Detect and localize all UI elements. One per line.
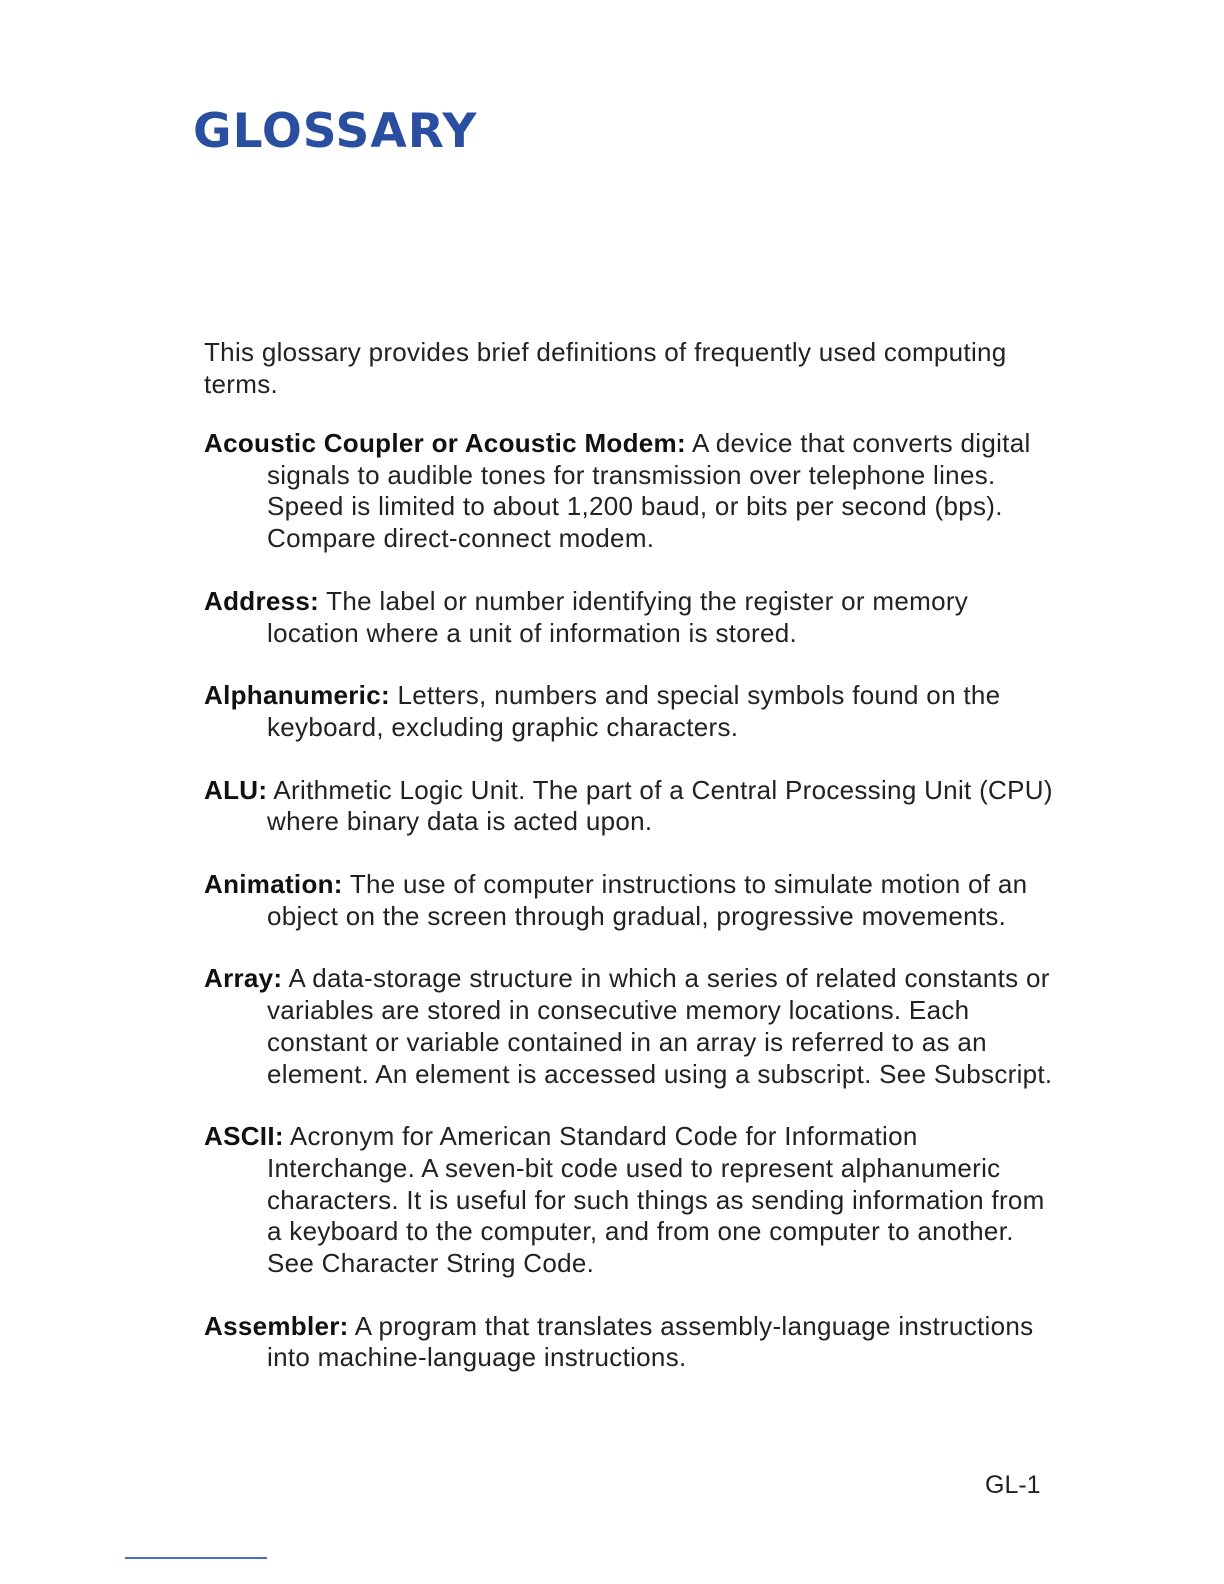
glossary-entry-alphanumeric xyxy=(204,680,1064,743)
glossary-entry-acoustic-coupler xyxy=(204,428,1064,555)
entry-definition: A device that converts digital signals to audible tones for transmission over telephone lines. Speed is limited to about 1,200 baud, or bits per second (bps). Compare direct-connect modem. xyxy=(267,428,1031,554)
intro-paragraph: This glossary provides brief definitions of frequently used computing terms. xyxy=(204,337,1007,399)
glossary-body xyxy=(204,336,1064,1405)
glossary-entry-array xyxy=(204,963,1064,1090)
entry-term: Alphanumeric: xyxy=(204,680,390,711)
glossary-entry-address xyxy=(204,586,1064,649)
page-number: GL-1 xyxy=(985,1471,1041,1499)
glossary-entry-ascii xyxy=(204,1121,1064,1280)
glossary-entry-alu xyxy=(204,775,1064,838)
page-title: GLOSSARY xyxy=(193,104,478,159)
glossary-entry-assembler xyxy=(204,1311,1064,1374)
entry-definition: The use of computer instructions to simulate motion of an object on the screen through gradual, progressive movements. xyxy=(267,869,1028,931)
entry-term: Array: xyxy=(204,963,283,994)
entry-term: Acoustic Coupler or Acoustic Modem: xyxy=(204,428,686,458)
glossary-list xyxy=(204,428,1064,1374)
entry-definition: A data-storage structure in which a series of related constants or variables are stored in consecutive memory locations. Each constant or variable contained in an array is referred to as an element. An element is accessed using a subscript. See Subscript. xyxy=(267,963,1053,1089)
entry-definition: A program that translates assembly-language instructions into machine-language instructions. xyxy=(267,1310,1034,1373)
entry-term: Assembler: xyxy=(204,1310,349,1341)
entry-definition: Letters, numbers and special symbols found on the keyboard, excluding graphic characters. xyxy=(267,680,1001,742)
entry-definition: Arithmetic Logic Unit. The part of a Central Processing Unit (CPU) where binary data is acted upon. xyxy=(267,774,1053,837)
glossary-entry-animation xyxy=(204,869,1064,932)
entry-definition: Acronym for American Standard Code for Information Interchange. A seven-bit code used to represent alphanumeric characters. It is useful for such things as sending information from a keyboard to the computer, and from one computer to another. See Character String Code. xyxy=(267,1121,1045,1279)
entry-term: ALU: xyxy=(204,774,268,805)
entry-term: Address: xyxy=(204,585,320,616)
entry-term: ASCII: xyxy=(204,1121,284,1152)
footer-rule xyxy=(125,1557,267,1559)
entry-term: Animation: xyxy=(204,869,343,900)
entry-definition: The label or number identifying the register or memory location where a unit of information is stored. xyxy=(267,585,969,648)
